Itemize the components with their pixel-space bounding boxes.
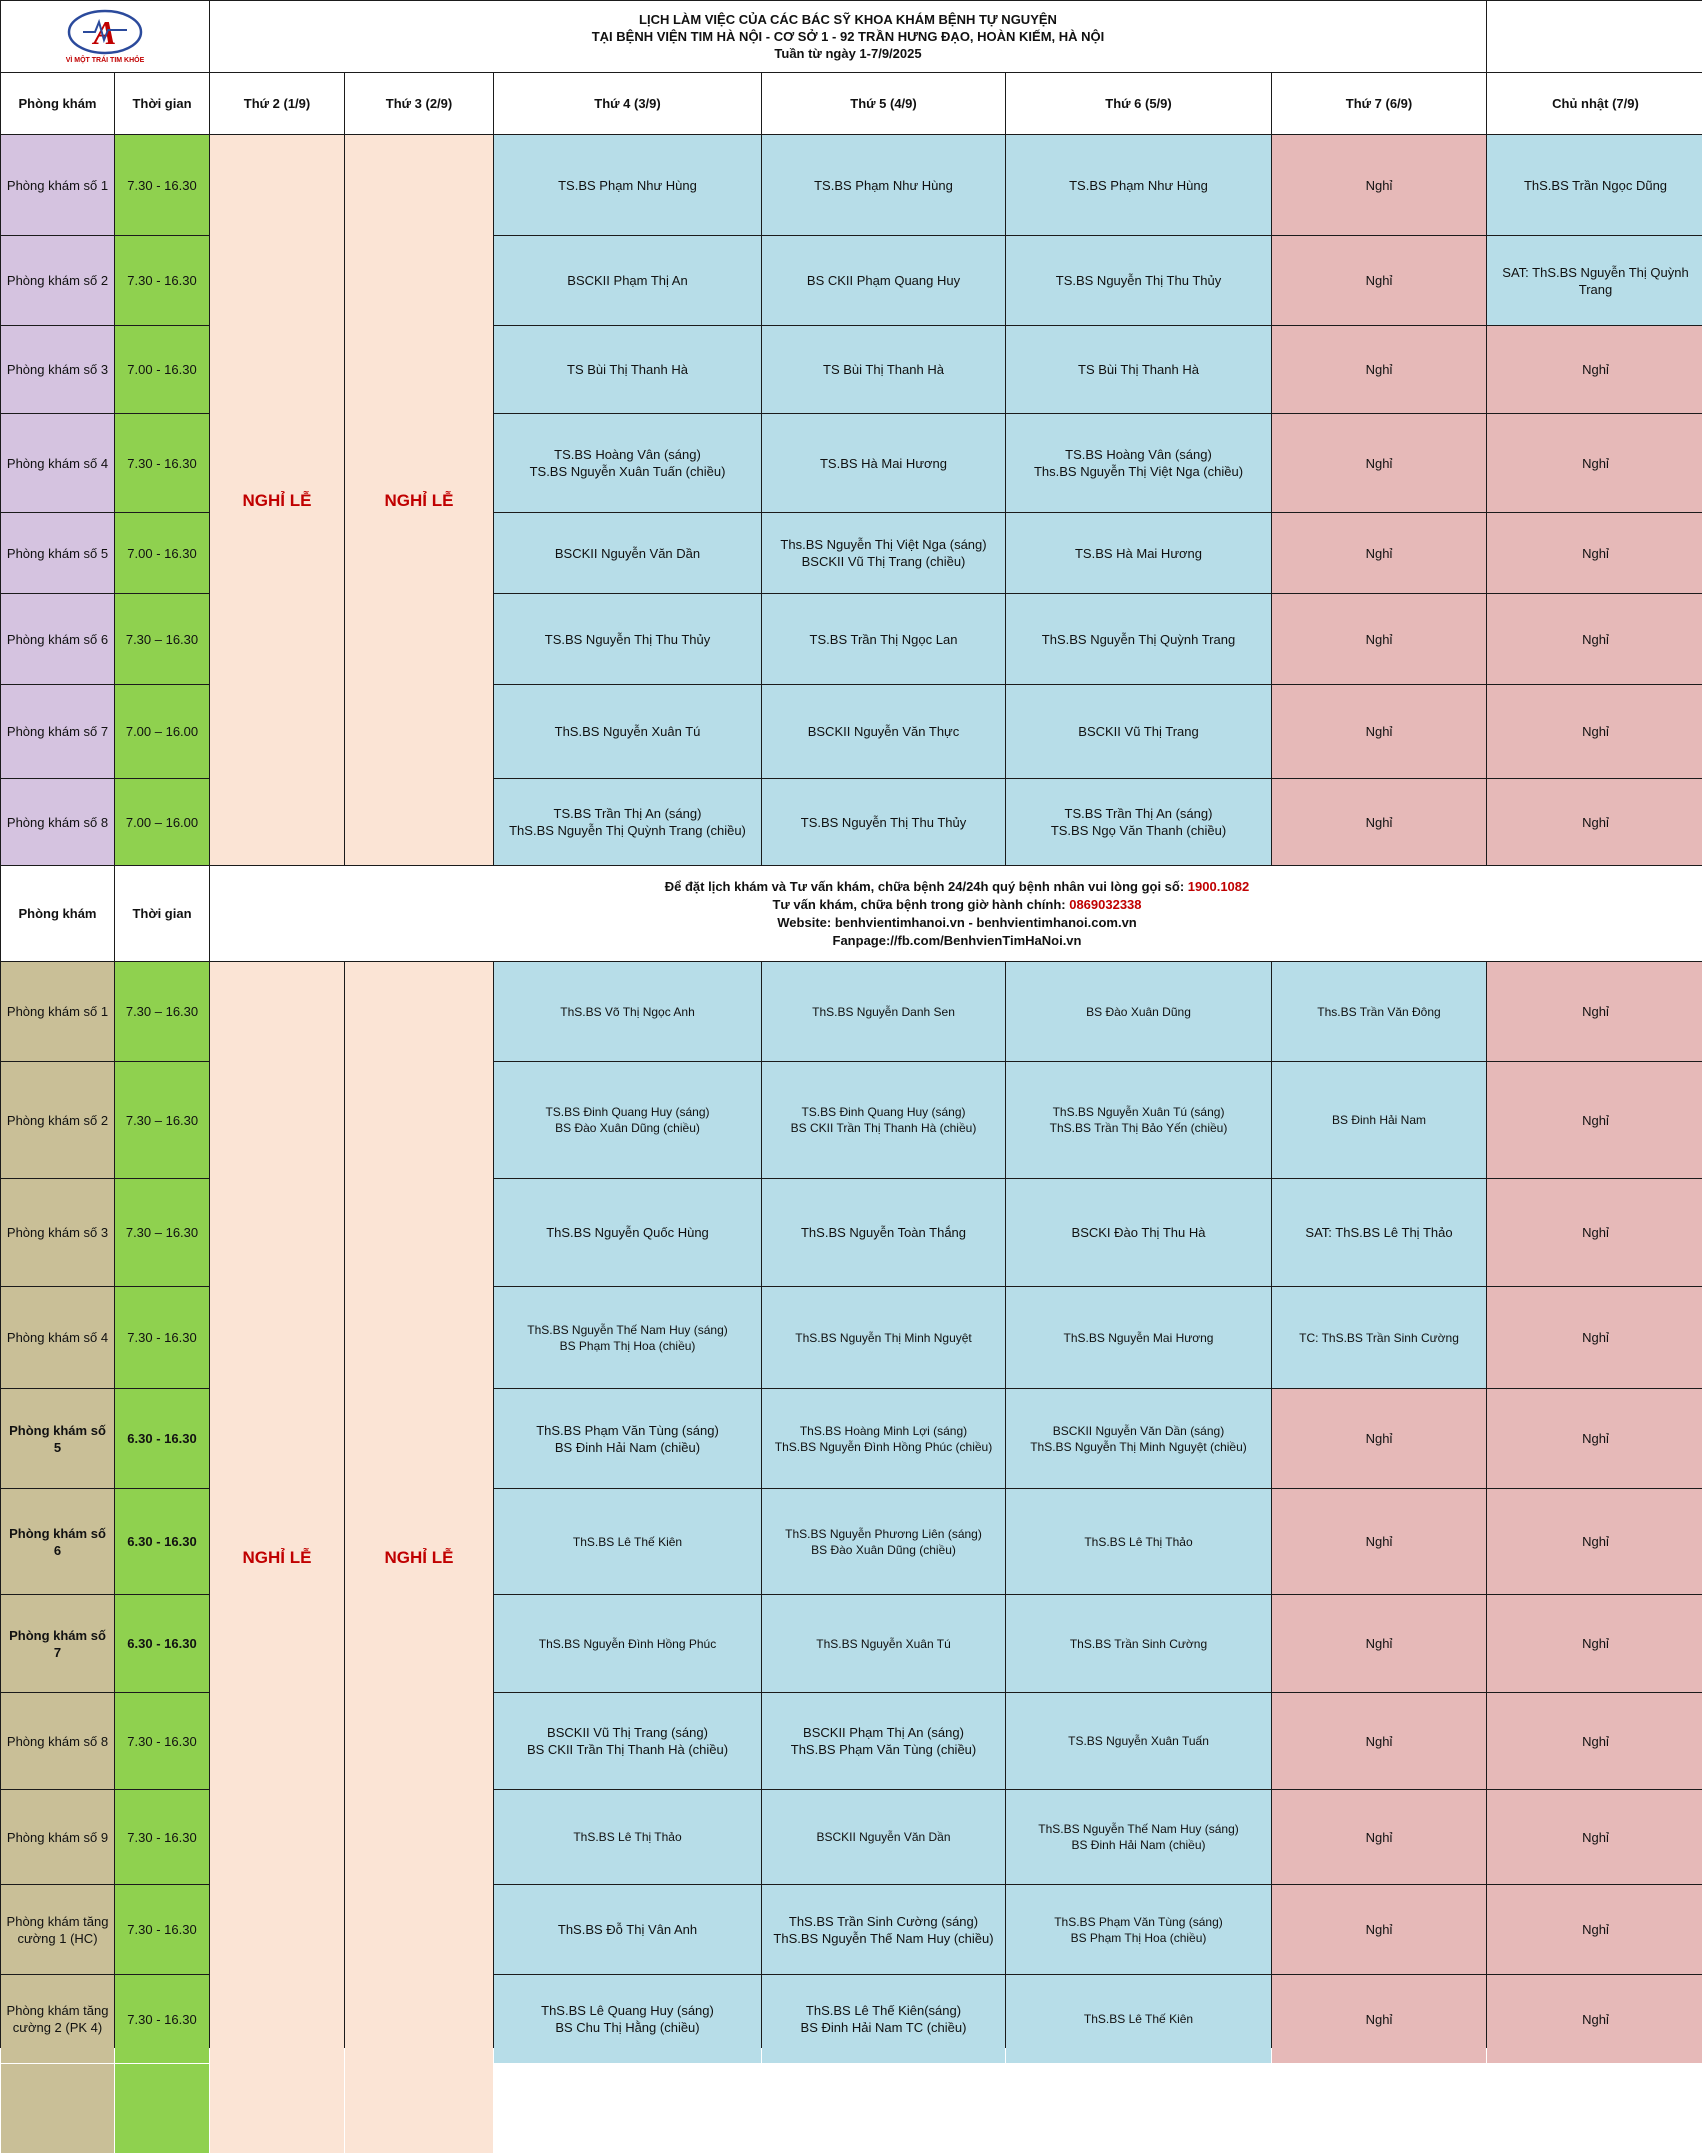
doctor-cell: ThS.BS Nguyễn Thị Minh Nguyệt <box>762 1287 1005 1388</box>
doctor-cell: TS Bùi Thị Thanh Hà <box>762 326 1005 413</box>
room-cell: Phòng khám số 1 <box>1 962 114 1061</box>
svg-text:VÌ MỘT TRÁI TIM KHỎE: VÌ MỘT TRÁI TIM KHỎE <box>65 56 145 64</box>
off-cell: Nghỉ <box>1487 414 1702 512</box>
title-line-1: LỊCH LÀM VIỆC CỦA CÁC BÁC SỸ KHOA KHÁM BỆNH TỰ NGUYỆN <box>639 12 1057 27</box>
doctor-cell: ThS.BS Nguyễn Xuân Tú (sáng) ThS.BS Trần Thị Bảo Yến (chiều) <box>1006 1062 1271 1178</box>
off-cell: Nghỉ <box>1272 513 1486 593</box>
off-cell: Nghỉ <box>1487 685 1702 778</box>
holiday-monday-section1: NGHỈ LỄ <box>210 135 344 865</box>
off-cell: Nghỉ <box>1487 1179 1702 1286</box>
off-cell: Nghỉ <box>1487 779 1702 865</box>
doctor-cell: ThS.BS Nguyễn Toàn Thắng <box>762 1179 1005 1286</box>
off-cell: Nghỉ <box>1487 1389 1702 1488</box>
doctor-cell: ThS.BS Lê Thế Kiên(sáng) BS Đinh Hải Nam TC (chiều) <box>762 1975 1005 2063</box>
hospital-logo <box>1 1 209 72</box>
time-cell: 7.00 – 16.00 <box>115 779 209 865</box>
room-cell: Phòng khám tăng cường 1 (HC) <box>1 1885 114 1974</box>
doctor-cell: TS.BS Nguyễn Xuân Tuấn <box>1006 1693 1271 1789</box>
time-cell: 6.30 - 16.30 <box>115 1389 209 1488</box>
doctor-cell: ThS.BS Nguyễn Xuân Tú <box>762 1595 1005 1692</box>
time-cell: 7.30 – 16.30 <box>115 1062 209 1178</box>
room-cell: Phòng khám số 7 <box>1 1595 114 1692</box>
title-line-2: TẠI BỆNH VIỆN TIM HÀ NỘI - CƠ SỞ 1 - 92 TRẦN HƯNG ĐẠO, HOÀN KIẾM, HÀ NỘI <box>591 29 1105 44</box>
off-cell: Nghỉ <box>1487 1790 1702 1884</box>
header-time: Thời gian <box>115 73 209 134</box>
doctor-cell: ThS.BS Lê Thế Kiên <box>494 1489 761 1594</box>
fanpage-line[interactable]: Fanpage://fb.com/BenhvienTimHaNoi.vn <box>832 932 1082 948</box>
room-cell: Phòng khám tăng cường 2 (PK 4) <box>1 1975 114 2063</box>
doctor-cell: TS.BS Nguyễn Thị Thu Thủy <box>494 594 761 684</box>
doctor-cell: ThS.BS Lê Thế Kiên <box>1006 1975 1271 2063</box>
off-cell: Nghỉ <box>1272 1693 1486 1789</box>
off-cell: Nghỉ <box>1272 326 1486 413</box>
room-cell: Phòng khám số 9 <box>1 1790 114 1884</box>
time-cell: 7.30 – 16.30 <box>115 1179 209 1286</box>
bottom-room-strip <box>1 2064 114 2153</box>
doctor-cell: ThS.BS Nguyễn Thị Quỳnh Trang <box>1006 594 1271 684</box>
doctor-cell: TS.BS Phạm Như Hùng <box>494 135 761 235</box>
doctor-cell: TS.BS Đinh Quang Huy (sáng) BS CKII Trần Thị Thanh Hà (chiều) <box>762 1062 1005 1178</box>
doctor-cell: BSCKI Đào Thị Thu Hà <box>1006 1179 1271 1286</box>
room-cell: Phòng khám số 8 <box>1 779 114 865</box>
room-cell: Phòng khám số 3 <box>1 1179 114 1286</box>
off-cell: Nghỉ <box>1272 1885 1486 1974</box>
header-room-section2: Phòng khám <box>1 866 114 961</box>
time-cell: 6.30 - 16.30 <box>115 1595 209 1692</box>
schedule-title <box>210 1 1486 72</box>
booking-line: Để đặt lịch khám và Tư vấn khám, chữa bệnh 24/24h quý bệnh nhân vui lòng gọi số: 1900.1082 <box>664 878 1250 894</box>
doctor-cell: ThS.BS Nguyễn Đình Hồng Phúc <box>494 1595 761 1692</box>
doctor-cell: ThS.BS Trần Sinh Cường (sáng) ThS.BS Nguyễn Thế Nam Huy (chiều) <box>762 1885 1005 1974</box>
room-cell: Phòng khám số 7 <box>1 685 114 778</box>
off-cell: Nghỉ <box>1272 1389 1486 1488</box>
doctor-cell: BSCKII Phạm Thị An <box>494 236 761 325</box>
header-thursday: Thứ 5 (4/9) <box>762 73 1005 134</box>
title-empty-cell <box>1487 1 1702 72</box>
doctor-cell: BS CKII Phạm Quang Huy <box>762 236 1005 325</box>
off-cell: Nghỉ <box>1272 685 1486 778</box>
room-cell: Phòng khám số 6 <box>1 594 114 684</box>
doctor-cell: ThS.BS Hoàng Minh Lợi (sáng) ThS.BS Nguyễn Đình Hồng Phúc (chiều) <box>762 1389 1005 1488</box>
time-cell: 7.00 - 16.30 <box>115 513 209 593</box>
room-cell: Phòng khám số 2 <box>1 1062 114 1178</box>
doctor-cell: TS Bùi Thị Thanh Hà <box>494 326 761 413</box>
off-cell: Nghỉ <box>1487 1693 1702 1789</box>
off-cell: Nghỉ <box>1487 1975 1702 2063</box>
office-phone-number[interactable]: 0869032338 <box>1069 896 1142 912</box>
doctor-cell: ThS.BS Lê Quang Huy (sáng) BS Chu Thị Hằng (chiều) <box>494 1975 761 2063</box>
time-cell: 7.30 - 16.30 <box>115 1885 209 1974</box>
time-cell: 7.30 - 16.30 <box>115 1975 209 2063</box>
time-cell: 7.30 - 16.30 <box>115 1693 209 1789</box>
off-cell: Nghỉ <box>1487 1489 1702 1594</box>
doctor-cell: TC: ThS.BS Trần Sinh Cường <box>1272 1287 1486 1388</box>
doctor-cell: ThS.BS Nguyễn Thế Nam Huy (sáng) BS Phạm Thị Hoa (chiều) <box>494 1287 761 1388</box>
off-cell: Nghỉ <box>1487 513 1702 593</box>
doctor-cell: TS.BS Nguyễn Thị Thu Thủy <box>1006 236 1271 325</box>
doctor-cell: ThS.BS Nguyễn Phương Liên (sáng) BS Đào Xuân Dũng (chiều) <box>762 1489 1005 1594</box>
doctor-cell: BS Đào Xuân Dũng <box>1006 962 1271 1061</box>
doctor-cell: ThS.BS Lê Thị Thảo <box>494 1790 761 1884</box>
time-cell: 7.30 – 16.30 <box>115 594 209 684</box>
doctor-cell: ThS.BS Võ Thị Ngọc Anh <box>494 962 761 1061</box>
room-cell: Phòng khám số 3 <box>1 326 114 413</box>
room-cell: Phòng khám số 2 <box>1 236 114 325</box>
time-cell: 7.30 - 16.30 <box>115 1287 209 1388</box>
off-cell: Nghỉ <box>1272 135 1486 235</box>
doctor-cell: TS.BS Trần Thị An (sáng) TS.BS Ngọ Văn Thanh (chiều) <box>1006 779 1271 865</box>
off-cell: Nghỉ <box>1487 326 1702 413</box>
header-wednesday: Thứ 4 (3/9) <box>494 73 761 134</box>
doctor-cell: BS Đinh Hải Nam <box>1272 1062 1486 1178</box>
time-cell: 7.30 - 16.30 <box>115 135 209 235</box>
doctor-cell: ThS.BS Nguyễn Danh Sen <box>762 962 1005 1061</box>
off-cell: Nghỉ <box>1272 594 1486 684</box>
hotline-number[interactable]: 1900.1082 <box>1187 878 1250 894</box>
doctor-cell: TS.BS Hoàng Vân (sáng) Ths.BS Nguyễn Thị Việt Nga (chiều) <box>1006 414 1271 512</box>
time-cell: 7.00 – 16.00 <box>115 685 209 778</box>
doctor-cell: ThS.BS Nguyễn Mai Hương <box>1006 1287 1271 1388</box>
off-cell: Nghỉ <box>1487 1885 1702 1974</box>
time-cell: 7.00 - 16.30 <box>115 326 209 413</box>
doctor-cell: TS.BS Nguyễn Thị Thu Thủy <box>762 779 1005 865</box>
time-cell: 7.30 - 16.30 <box>115 236 209 325</box>
room-cell: Phòng khám số 8 <box>1 1693 114 1789</box>
off-cell: Nghỉ <box>1487 594 1702 684</box>
doctor-cell: TS.BS Hoàng Vân (sáng) TS.BS Nguyễn Xuân Tuấn (chiều) <box>494 414 761 512</box>
doctor-cell: SAT: ThS.BS Nguyễn Thị Quỳnh Trang <box>1487 236 1702 325</box>
doctor-cell: TS Bùi Thị Thanh Hà <box>1006 326 1271 413</box>
doctor-cell: BSCKII Nguyễn Văn Thực <box>762 685 1005 778</box>
doctor-cell: ThS.BS Phạm Văn Tùng (sáng) BS Phạm Thị Hoa (chiều) <box>1006 1885 1271 1974</box>
holiday-tuesday-section1: NGHỈ LỄ <box>345 135 493 865</box>
header-monday: Thứ 2 (1/9) <box>210 73 344 134</box>
time-cell: 7.30 - 16.30 <box>115 1790 209 1884</box>
doctor-cell: TS.BS Trần Thị Ngọc Lan <box>762 594 1005 684</box>
off-cell: Nghỉ <box>1487 1287 1702 1388</box>
doctor-cell: ThS.BS Phạm Văn Tùng (sáng) BS Đinh Hải Nam (chiều) <box>494 1389 761 1488</box>
website-line[interactable]: Website: benhvientimhanoi.vn - benhvientimhanoi.com.vn <box>777 914 1137 930</box>
doctor-cell: BSCKII Phạm Thị An (sáng) ThS.BS Phạm Văn Tùng (chiều) <box>762 1693 1005 1789</box>
header-tuesday: Thứ 3 (2/9) <box>345 73 493 134</box>
off-cell: Nghỉ <box>1487 1062 1702 1178</box>
doctor-cell: BSCKII Vũ Thị Trang (sáng) BS CKII Trần Thị Thanh Hà (chiều) <box>494 1693 761 1789</box>
header-time-section2: Thời gian <box>115 866 209 961</box>
room-cell: Phòng khám số 1 <box>1 135 114 235</box>
doctor-cell: ThS.BS Trần Sinh Cường <box>1006 1595 1271 1692</box>
off-cell: Nghỉ <box>1487 1595 1702 1692</box>
title-line-3: Tuần từ ngày 1-7/9/2025 <box>774 46 922 61</box>
doctor-cell: BSCKII Nguyễn Văn Dần <box>494 513 761 593</box>
off-cell: Nghỉ <box>1272 1790 1486 1884</box>
time-cell: 7.30 - 16.30 <box>115 414 209 512</box>
holiday-monday-section2: NGHỈ LỄ <box>210 962 344 2153</box>
svg-text:A: A <box>93 14 117 52</box>
doctor-cell: TS.BS Hà Mai Hương <box>762 414 1005 512</box>
off-cell: Nghỉ <box>1487 962 1702 1061</box>
header-sunday: Chủ nhật (7/9) <box>1487 73 1702 134</box>
doctor-cell: TS.BS Phạm Như Hùng <box>762 135 1005 235</box>
doctor-cell: BSCKII Vũ Thị Trang <box>1006 685 1271 778</box>
room-cell: Phòng khám số 5 <box>1 513 114 593</box>
doctor-cell: ThS.BS Lê Thị Thảo <box>1006 1489 1271 1594</box>
doctor-cell: ThS.BS Nguyễn Xuân Tú <box>494 685 761 778</box>
off-cell: Nghỉ <box>1272 1489 1486 1594</box>
time-cell: 7.30 – 16.30 <box>115 962 209 1061</box>
doctor-cell: Ths.BS Trần Văn Đông <box>1272 962 1486 1061</box>
room-cell: Phòng khám số 4 <box>1 414 114 512</box>
bottom-time-strip <box>115 2064 209 2153</box>
room-cell: Phòng khám số 6 <box>1 1489 114 1594</box>
header-room: Phòng khám <box>1 73 114 134</box>
header-saturday: Thứ 7 (6/9) <box>1272 73 1486 134</box>
off-cell: Nghỉ <box>1272 1975 1486 2063</box>
doctor-cell: SAT: ThS.BS Lê Thị Thảo <box>1272 1179 1486 1286</box>
contact-info <box>210 866 1702 961</box>
time-cell: 6.30 - 16.30 <box>115 1489 209 1594</box>
doctor-cell: BSCKII Nguyễn Văn Dần <box>762 1790 1005 1884</box>
consult-line: Tư vấn khám, chữa bệnh trong giờ hành chính: 0869032338 <box>772 896 1142 912</box>
holiday-tuesday-section2: NGHỈ LỄ <box>345 962 493 2153</box>
bottom-empty-strip <box>494 2064 1702 2153</box>
doctor-cell: TS.BS Phạm Như Hùng <box>1006 135 1271 235</box>
doctor-cell: TS.BS Hà Mai Hương <box>1006 513 1271 593</box>
doctor-cell: ThS.BS Nguyễn Thế Nam Huy (sáng) BS Đinh Hải Nam (chiều) <box>1006 1790 1271 1884</box>
doctor-cell: ThS.BS Đỗ Thị Vân Anh <box>494 1885 761 1974</box>
doctor-cell: TS.BS Trần Thị An (sáng) ThS.BS Nguyễn Thị Quỳnh Trang (chiều) <box>494 779 761 865</box>
doctor-cell: Ths.BS Nguyễn Thị Việt Nga (sáng) BSCKII Vũ Thị Trang (chiều) <box>762 513 1005 593</box>
off-cell: Nghỉ <box>1272 779 1486 865</box>
doctor-cell: ThS.BS Nguyễn Quốc Hùng <box>494 1179 761 1286</box>
header-friday: Thứ 6 (5/9) <box>1006 73 1271 134</box>
doctor-cell: TS.BS Đinh Quang Huy (sáng) BS Đào Xuân Dũng (chiều) <box>494 1062 761 1178</box>
off-cell: Nghỉ <box>1272 414 1486 512</box>
off-cell: Nghỉ <box>1272 236 1486 325</box>
off-cell: Nghỉ <box>1272 1595 1486 1692</box>
doctor-cell: BSCKII Nguyễn Văn Dần (sáng) ThS.BS Nguyễn Thị Minh Nguyệt (chiều) <box>1006 1389 1271 1488</box>
room-cell: Phòng khám số 5 <box>1 1389 114 1488</box>
doctor-cell: ThS.BS Trần Ngọc Dũng <box>1487 135 1702 235</box>
room-cell: Phòng khám số 4 <box>1 1287 114 1388</box>
